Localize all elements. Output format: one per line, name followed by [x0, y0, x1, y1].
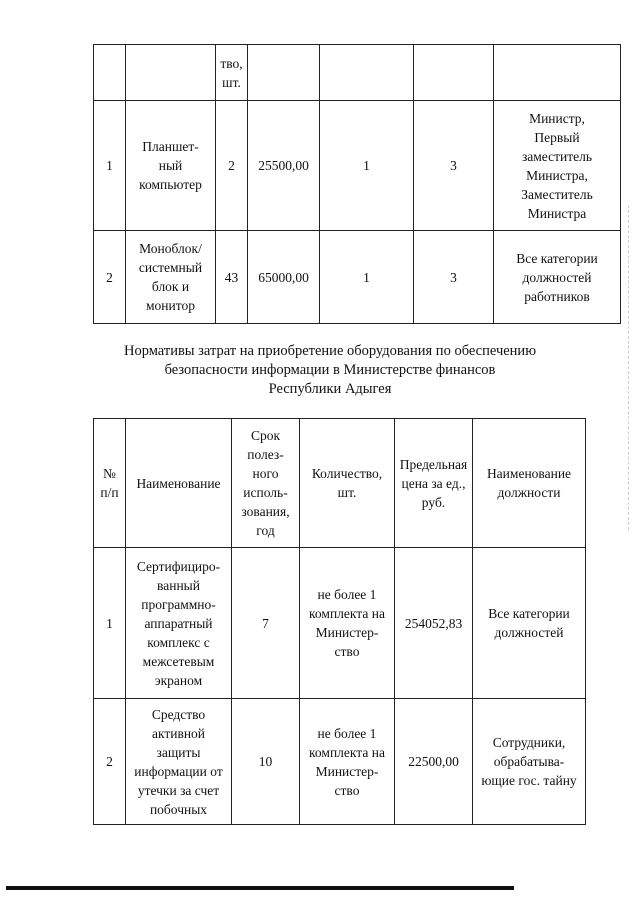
item-name: Моноблок/ системный блок и монитор [126, 231, 216, 324]
item-position: Сотрудники, обрабатыва- ющие гос. тайну [473, 699, 586, 825]
table-header-row [94, 45, 621, 101]
row-number: 2 [94, 231, 126, 324]
scan-artifact [628, 205, 631, 530]
table-row [94, 101, 621, 231]
header-cell [320, 45, 414, 101]
equipment-table-continuation [93, 44, 621, 324]
item-quantity: не более 1 комплекта на Министер- ство [300, 699, 395, 825]
table-header-row [94, 419, 586, 548]
item-col6: 3 [414, 231, 494, 324]
page-bottom-bar [6, 886, 514, 890]
section-heading: Нормативы затрат на приобретение оборудования по обеспечению безопасности информации в Министерстве финансов Республики Адыгея [123, 343, 537, 397]
header-cell [126, 45, 216, 101]
item-positions: Все категории должностей работников [494, 231, 621, 324]
header-name: Наименование [126, 419, 232, 548]
table-row [94, 548, 586, 699]
row-number: 1 [94, 548, 126, 699]
header-cell [94, 45, 126, 101]
item-price: 65000,00 [248, 231, 320, 324]
item-quantity: 43 [216, 231, 248, 324]
item-term: 10 [232, 699, 300, 825]
item-price: 25500,00 [248, 101, 320, 231]
header-quantity: Количество, шт. [300, 419, 395, 548]
item-term: 7 [232, 548, 300, 699]
item-name: Планшет- ный компьютер [126, 101, 216, 231]
row-number: 2 [94, 699, 126, 825]
header-position: Наименование должности [473, 419, 586, 548]
header-cell [414, 45, 494, 101]
table-row [94, 699, 586, 825]
item-quantity: 2 [216, 101, 248, 231]
item-position: Все категории должностей [473, 548, 586, 699]
header-term: Срок полез- ного исполь- зования, год [232, 419, 300, 548]
header-cell [494, 45, 621, 101]
item-col5: 1 [320, 231, 414, 324]
header-number: № п/п [94, 419, 126, 548]
header-cell-quantity: тво, шт. [216, 45, 248, 101]
item-price: 254052,83 [395, 548, 473, 699]
item-price: 22500,00 [395, 699, 473, 825]
header-cell [248, 45, 320, 101]
row-number: 1 [94, 101, 126, 231]
item-col6: 3 [414, 101, 494, 231]
item-name: Сертифициро- ванный программно- аппаратный комплекс с межсетевым экраном [126, 548, 232, 699]
item-col5: 1 [320, 101, 414, 231]
item-positions: Министр, Первый заместитель Министра, Заместитель Министра [494, 101, 621, 231]
security-equipment-table [93, 418, 586, 825]
table-row [94, 231, 621, 324]
item-quantity: не более 1 комплекта на Министер- ство [300, 548, 395, 699]
item-name: Средство активной защиты информации от утечки за счет побочных [126, 699, 232, 825]
header-price: Предельная цена за ед., руб. [395, 419, 473, 548]
